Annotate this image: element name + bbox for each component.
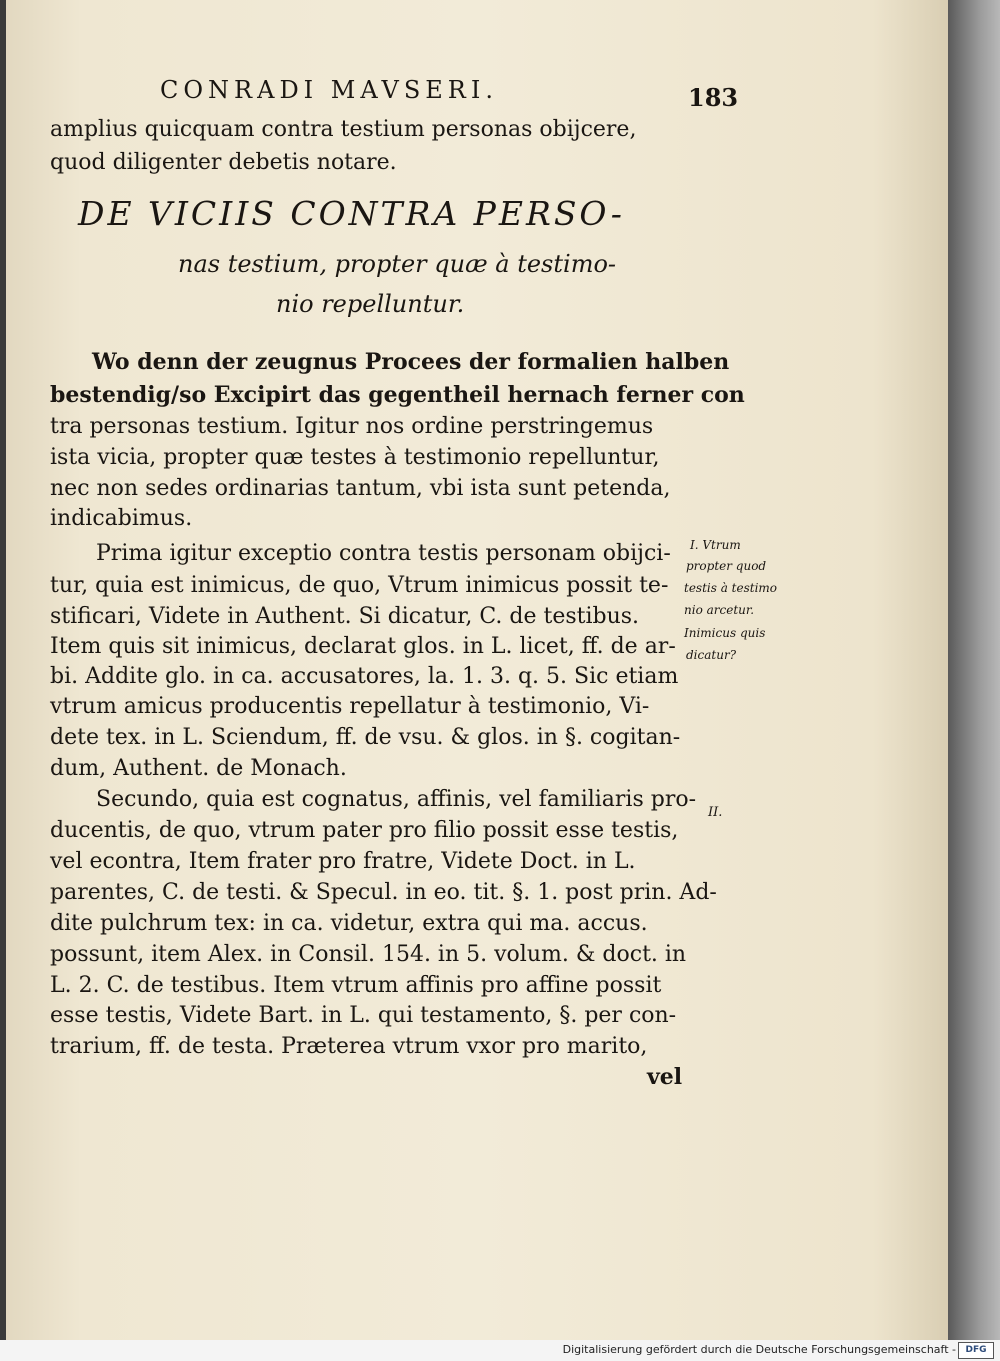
margin-note: nio arcetur. (684, 603, 755, 617)
funding-notice: Digitalisierung gefördert durch die Deutsche Forschungsgemeinschaft - (562, 1343, 956, 1356)
section-heading-line3: nio repelluntur. (276, 290, 465, 318)
margin-note: II. (708, 805, 723, 820)
text-line: parentes, C. de testi. & Specul. in eo. tit. §. 1. post prin. Ad- (50, 880, 717, 905)
binding-shadow (0, 0, 6, 1340)
text-line: vtrum amicus producentis repellatur à testimonio, Vi- (50, 694, 650, 719)
margin-note: Inimicus quis (684, 626, 766, 640)
text-line: nec non sedes ordinarias tantum, vbi ista sunt petenda, (50, 476, 671, 501)
text-line: bi. Addite glo. in ca. accusatores, la. 1. 3. q. 5. Sic etiam (50, 664, 679, 689)
text-line: dum, Authent. de Monach. (50, 756, 347, 781)
text-line: tur, quia est inimicus, de quo, Vtrum inimicus possit te- (50, 573, 669, 598)
text-line: indicabimus. (50, 506, 193, 531)
text-line: stificari, Videte in Authent. Si dicatur, C. de testibus. (50, 604, 640, 629)
text-line: ista vicia, propter quæ testes à testimonio repelluntur, (50, 445, 660, 470)
text-line: Wo denn der zeugnus Procees der formalien halben (92, 349, 730, 375)
text-line: amplius quicquam contra testium personas obijcere, (50, 117, 637, 142)
margin-note: I. Vtrum (690, 538, 741, 552)
text-line: quod diligenter debetis notare. (50, 150, 397, 175)
text-line: bestendig/so Excipirt das gegentheil hernach ferner con (50, 382, 745, 408)
section-heading-line2: nas testium, propter quæ à testimo- (178, 250, 617, 278)
catchword: vel (647, 1064, 683, 1090)
text-line: dite pulchrum tex: in ca. videtur, extra qui ma. accus. (50, 911, 648, 936)
margin-note: testis à testimo (684, 581, 778, 595)
text-line: ducentis, de quo, vtrum pater pro filio possit esse testis, (50, 818, 679, 843)
section-heading: DE VICIIS CONTRA PERSO- (78, 194, 625, 233)
running-head: CONRADI MAVSERI. (160, 76, 498, 104)
page-number: 183 (688, 83, 739, 112)
text-line: L. 2. C. de testibus. Item vtrum affinis pro affine possit (50, 973, 662, 998)
text-line: esse testis, Videte Bart. in L. qui testamento, §. per con- (50, 1003, 677, 1028)
dfg-logo-icon: DFG (958, 1342, 994, 1359)
text-line: Prima igitur exceptio contra testis personam obijci- (96, 541, 671, 566)
text-line: Item quis sit inimicus, declarat glos. in L. licet, ff. de ar- (50, 634, 676, 659)
margin-note: dicatur? (686, 648, 737, 662)
text-line: Secundo, quia est cognatus, affinis, vel familiaris pro- (96, 787, 697, 812)
text-line: trarium, ff. de testa. Præterea vtrum vxor pro marito, (50, 1034, 648, 1059)
margin-note: propter quod (686, 559, 767, 573)
text-line: dete tex. in L. Sciendum, ff. de vsu. & glos. in §. cogitan- (50, 725, 681, 750)
text-line: vel econtra, Item frater pro fratre, Videte Doct. in L. (50, 849, 636, 874)
page-edge (948, 0, 1000, 1340)
text-line: tra personas testium. Igitur nos ordine perstringemus (50, 414, 654, 439)
text-line: possunt, item Alex. in Consil. 154. in 5. volum. & doct. in (50, 942, 687, 967)
